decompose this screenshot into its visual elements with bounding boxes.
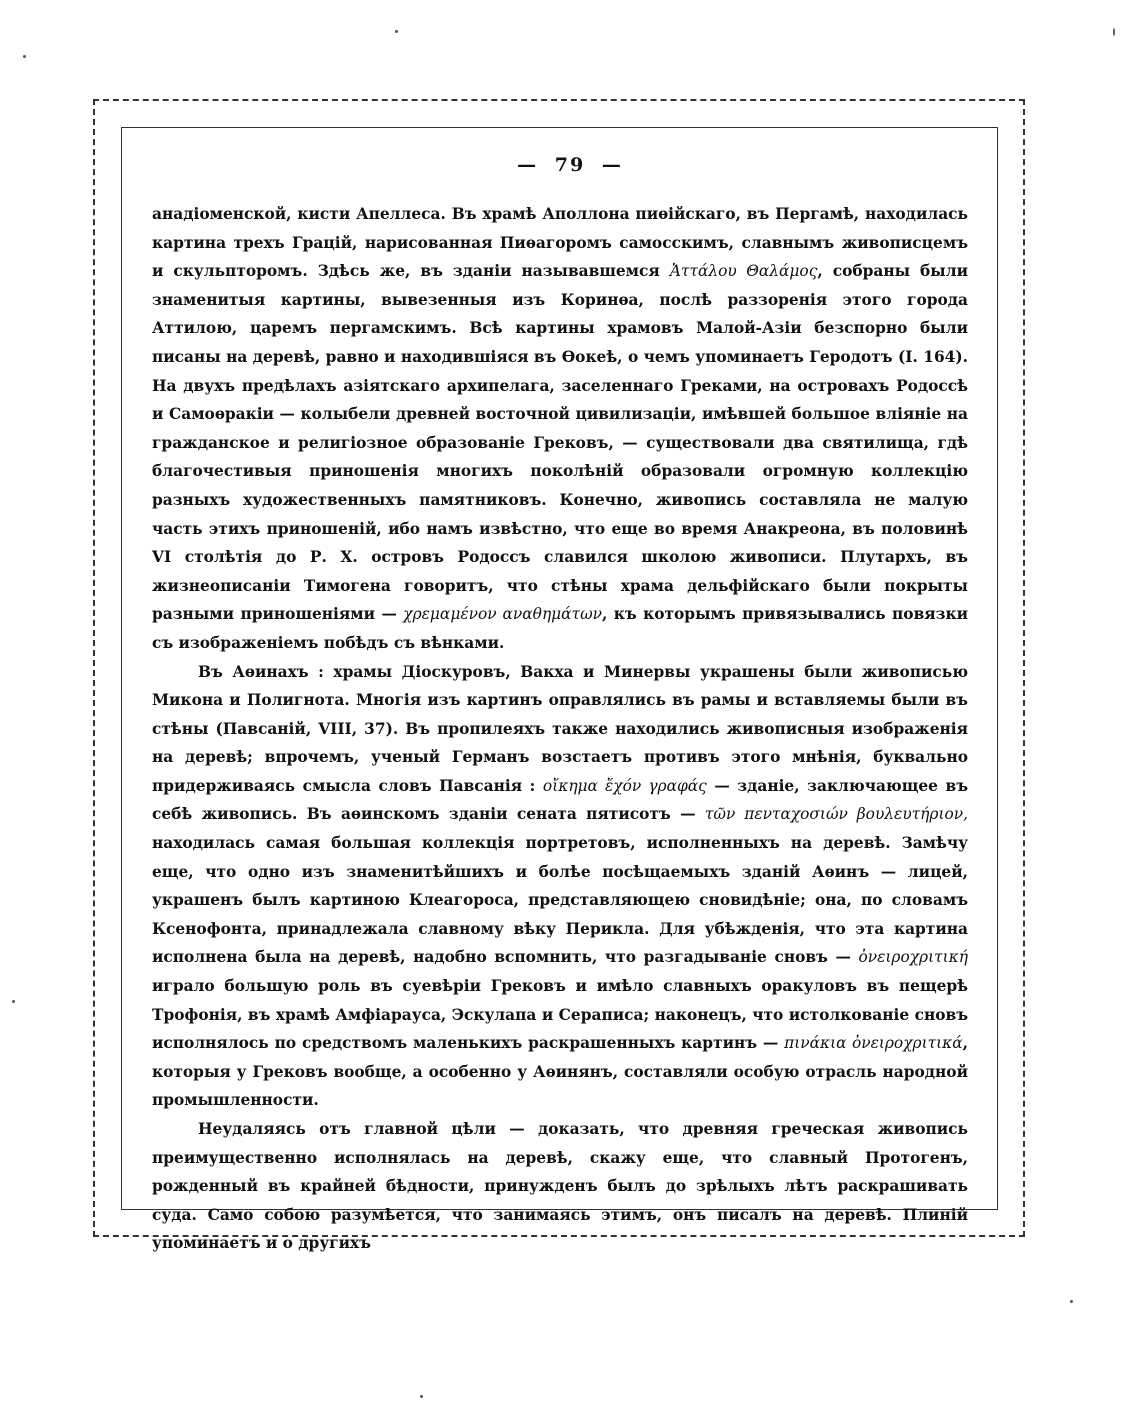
scan-speck: [395, 30, 398, 33]
greek-term: χρεμαμένον αναθημάτων: [403, 605, 602, 624]
page-number-dash-left: —: [517, 154, 539, 176]
page-number-header: [0, 154, 1140, 176]
scan-speck: [420, 1395, 423, 1398]
paragraph: [152, 658, 968, 1116]
greek-term: ὀνειροχριτική: [858, 948, 968, 967]
greek-term: οἴκημα ἔχόν γραφάς: [542, 776, 707, 795]
scan-speck: [23, 55, 26, 58]
scan-speck: [12, 1000, 15, 1003]
page-number-dash-right: —: [601, 154, 623, 176]
text-segment: Въ Аѳинахъ : храмы Діоскуровъ, Вакха и Минервы украшены были живописью Микона и Полигнота. Многія изъ картинъ оправлялись въ рамы и вставляемы были въ стѣны (Павсаній, VIII, 37). Въ пропилеяхъ также находились живописныя изображенія на деревѣ; впрочемъ, ученый Германъ возстаетъ противъ этого мнѣнія, буквально придерживаясь смысла словъ Павсанія :: [152, 662, 968, 795]
page-number: 79: [554, 154, 586, 176]
greek-term: Ἀττάλου Θαλάμος: [669, 262, 818, 281]
greek-term: τῶν πενταχοσιών βουλευτήριον,: [704, 805, 969, 824]
text-segment: анадіоменской, кисти Апеллеса. Въ храмѣ Аполлона пиѳійскаго, въ Пергамѣ, находилась картина трехъ Грацій, нарисованная Пиѳагоромъ самосскимъ, славнымъ живописцемъ и скульпторомъ. Здѣсь же, въ зданіи называвшемся: [152, 205, 968, 281]
body-text: [152, 200, 968, 1258]
text-segment: находилась самая большая коллекція портретовъ, исполненныхъ на деревѣ. Замѣчу еще, что одно изъ знаменитѣйшихъ и болѣе посѣщаемыхъ зданій Аѳинъ — лицей, украшенъ былъ картиною Клеагороса, представляющею сновидѣніе; она, по словамъ Ксенофонта, принадлежала славному вѣку Перикла. Для убѣжденія, что эта картина исполнена была на деревѣ, надобно вспомнить, что разгадываніе сновъ —: [152, 834, 968, 967]
text-segment: Неудаляясь отъ главной цѣли — доказать, что древняя греческая живопись преимущественно исполнялась на деревѣ, скажу еще, что славный Протогенъ, рожденный въ крайней бѣдности, принужденъ былъ до зрѣлыхъ лѣтъ раскрашивать суда. Само собою разумѣется, что занимаясь этимъ, онъ писалъ на деревѣ. Плиній упоминаетъ и о другихъ: [152, 1120, 968, 1253]
paragraph: [152, 1115, 968, 1258]
text-segment: , которыя у Грековъ вообще, а особенно у Аѳинянъ, составляли особую отрасль народной промышленности.: [152, 1034, 968, 1110]
text-segment: — зданіе, заключающее въ себѣ живопись. Въ аѳинскомъ зданіи сената пятисотъ —: [152, 776, 969, 824]
paragraph: [152, 200, 968, 658]
scan-speck: [1070, 1300, 1073, 1303]
scan-speck: [1113, 28, 1115, 36]
greek-term: πινάκια ὀνειροχριτικά: [784, 1034, 963, 1053]
text-segment: , собраны были знаменитыя картины, вывезенныя изъ Коринѳа, послѣ раззоренія этого города Аттилою, царемъ пергамскимъ. Всѣ картины храмовъ Малой-Азіи безспорно были писаны на деревѣ, равно и находившіяся въ Ѳокеѣ, о чемъ упоминаетъ Геродотъ (I. 164). На двухъ предѣлахъ азіятскаго архипелага, заселеннаго Греками, на островахъ Родоссѣ и Самоѳракіи — колыбели древней восточной цивилизаціи, имѣвшей большое вліяніе на гражданское и религіозное образованіе Грековъ, — существовали два святилища, гдѣ благочестивыя приношенія многихъ поколѣній образовали огромную коллекцію разныхъ художественныхъ памятниковъ. Конечно, живопись составляла не малую часть этихъ приношеній, ибо намъ извѣстно, что еще во время Анакреона, въ половинѣ VI столѣтія до Р. Х. островъ Родоссъ славился школою живописи. Плутархъ, въ жизнеописаніи Тимогена говоритъ, что стѣны храма дельфійскаго были покрыты разными приношеніями —: [152, 262, 968, 624]
text-segment: играло большую роль въ суевѣріи Грековъ и имѣло славныхъ оракуловъ въ пещерѣ Трофонія, въ храмѣ Амфіарауса, Эскулапа и Сераписа; наконецъ, что истолкованіе сновъ исполнялось по средствомъ маленькихъ раскрашенныхъ картинъ —: [152, 977, 968, 1053]
text-segment: , къ которымъ привязывались повязки съ изображеніемъ побѣдъ съ вѣнками.: [152, 605, 968, 652]
